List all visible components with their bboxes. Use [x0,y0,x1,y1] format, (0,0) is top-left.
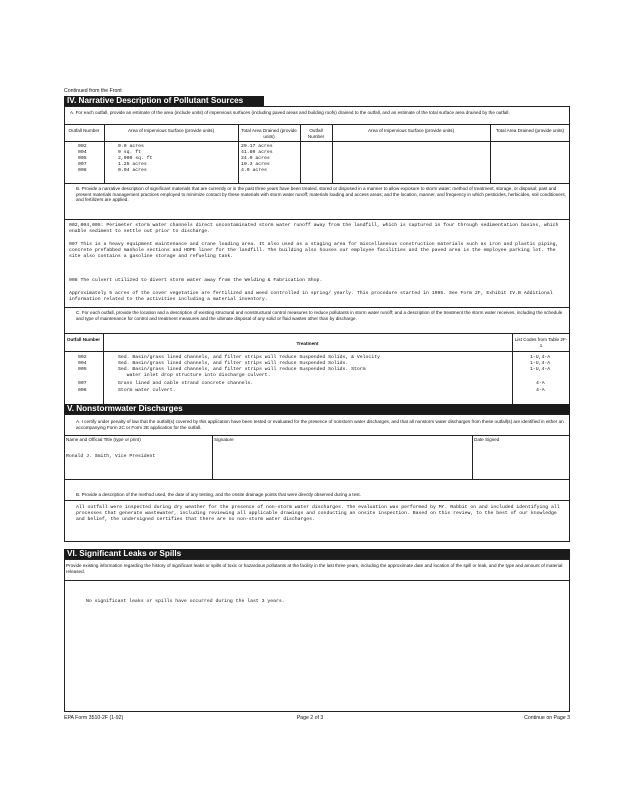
table-row-code: 1-U,4-A [530,355,551,360]
table-row-no: 002 [78,144,87,149]
table-row-code: 1-U,4-A [530,367,551,372]
table-row-no: 004 [78,361,87,366]
table-row-no: 005 [78,367,87,372]
table-row-no: 005 [78,156,87,161]
col-total-area: Total Area Drained (provide units) [241,128,297,139]
footer-form-id: EPA Form 3510-2F (1-92) [64,715,124,721]
table-row-text: Sed. Basin/grass lined channels, and filter strips will reduce Suspended Solids. Storm [118,367,366,372]
table-row-text: Sed. Basin/grass lined channels, and filter strips will reduce Suspended Solids. [118,361,349,366]
footer-page-number: Page 2 of 3 [296,715,324,721]
col-impervious-area: Area of Impervious Surface (provide units) [127,128,215,133]
table-row-no: 007 [78,381,87,386]
table-row-no: 002 [78,355,87,360]
col-outfall-number: Outfall Number [68,128,100,133]
table-row-text: Grass lined and cable strand concrete channels. [118,381,254,386]
c-col-treatment: Treatment [296,341,319,346]
table-row-text: Storm water culvert. [118,388,176,393]
table-row-no: 008 [78,168,87,173]
date-signed-field[interactable] [474,445,568,477]
table-row-imp: 2,000 sq. ft [118,156,153,161]
table-row-text: Sed. Basin/grass lined channels, and filter strips will reduce Suspended Solids, & Velocity [118,355,380,360]
section-vi-answer: No significant leaks or spills have occurred during the last 3 years. [86,599,285,604]
section-v-title: V. Nonstormwater Discharges [67,404,183,413]
section-iv-b-answer-1: 002,004,005: Perimeter storm water channels direct uncontaminated storm water runoff away from the landfill, which is captured in four through sedimentation basins, which enable sediment to settle out prior to discharge. [69,223,562,234]
section-iv-title: IV. Narrative Description of Pollutant Sources [64,96,264,106]
table-row-total: 29.17 acres [241,144,273,149]
signature-field[interactable] [214,445,470,477]
section-v-frame [64,414,570,542]
col-impervious-area-2: Area of Impervious Surface (provide units) [367,128,455,133]
signature-label: Signature [214,437,234,442]
table-row-no: 004 [78,150,87,155]
section-iv-a-text: A. For each outfall, provide an estimate of the area (include units) of impervious surfaces (including paved areas and building roofs) drained to the outfall, and an estimate of the total surface area drained by the outfall. [70,110,510,115]
col-total-area-2: Total Area Drained (provide units) [495,128,565,133]
section-vi-text: Provide existing information regarding the history of significant leaks or spills of toxic or hazardous pollutants at the facility in the last three years, including the approximate date and location of the spill or leak, and the type and amount of material released. [66,563,563,574]
table-row-imp: 1.25 acres [118,162,147,167]
table-row-imp: 0 sq. ft [118,150,142,155]
section-vi-title: VI. Significant Leaks or Spills [64,549,570,559]
table-row-no: 007 [78,162,87,167]
c-col-codes: List Codes from Table 2F-1 [514,337,568,348]
name-title-label: Name and Official Title (type or print) [66,437,141,442]
section-iv-c-text: C. For each outfall, provide the location and a description of existing structural and nonstructural control measures to reduce pollutants in storm water runoff; and a description of the treatment the storm water receives, including the schedule and type of maintenance for control and treatment measures and the ultimate disposal of any solid or fluid wastes other than by discharge. [76,310,563,321]
table-row-total: 4.0 acres [241,168,267,173]
date-signed-label: Date Signed [474,437,500,442]
section-v-a-text: A. I certify under penalty of law that the outfall(s) covered by this application have been tested or evaluated for the presence of nonstorm water discharges, and that all nonstorm water discharges from these outfall(s) are identified in either an accompanying Form 2C or Form 2E application for the outfall. [76,419,564,430]
section-iv-b-text: B. Provide a narrative description of significant materials that are currently or in the past three years have been treated, stored or disposed in a manner to allow exposure to storm water; method of treatment, storage, or disposal; past and present materials management practices employed to minimize contact by these materials with storm water runoff; materials loading and access areas; and the location, manner, and frequency in which pesticides, herbicides, soil conditioners, and fertilizers are applied. [76,186,566,203]
section-iv-b-answer-3: 008 The culvert utilized to divert storm water away from the Welding & Fabrication Shop. [69,278,323,283]
table-row-total: 41.80 acres [241,150,273,155]
table-row-text: water inlet drop structure into discharge culvert. [118,373,271,378]
table-row-total: 24.0 acres [241,156,270,161]
name-title-value[interactable]: Ronald J. Smith, Vice President [66,454,156,459]
col-outfall-number-2: Outfall Number [307,128,325,139]
footer-continue: Continue on Page 3 [524,715,570,721]
table-row-total: 10.3 acres [241,162,270,167]
table-row-imp: 0.04 acres [118,168,147,173]
table-row-no: 008 [78,388,87,393]
section-v-b-text: B. Provide a description of the method used, the date of any testing, and the onsite drainage points that were directly observed during a test. [76,492,361,497]
continued-from-front: Continued from the Front [64,88,122,94]
c-col-outfall: Outfall Number [66,337,101,342]
table-row-code: 4-A [536,381,545,386]
section-v-b-answer: All outfall were inspected during dry weather for the presence of non-storm water discharges. The evaluation was performed by Mr. Rabbit on and included identifying all processes that generate wastewater, including reviewing all applicable drawings and conducting an onsite inspection. Based on this review, to the best of our knowledge and belief, the undersigned certifies that there are no non-storm water discharges. [76,505,563,522]
section-iv-b-answer-2: 007 This is a heavy equipment maintenance and crane loading area. It also used as a staging area for miscellaneous construction materials such as iron and plastic piping, concrete prefabbed manhole sections and HDPE liner for the landfill. The building also houses our employee facilities and the paved area is the employee parking lot. The site also contains a gasoline storage and refueling tank. [69,242,562,259]
table-row-code: 1-U,4-A [530,361,551,366]
table-row-code: 4-A [536,388,545,393]
section-vi-frame [64,559,570,712]
table-row-imp: 0.0 acres [118,144,144,149]
section-iv-b-answer-4: Approximately 5 acres of the cover vegetation are fertilized and weed controlled in spring/ yearly. This procedure started in 1995. See Form 2F, Exhibit IV.B Additional information related to the activities including a material inventory. [69,291,556,302]
